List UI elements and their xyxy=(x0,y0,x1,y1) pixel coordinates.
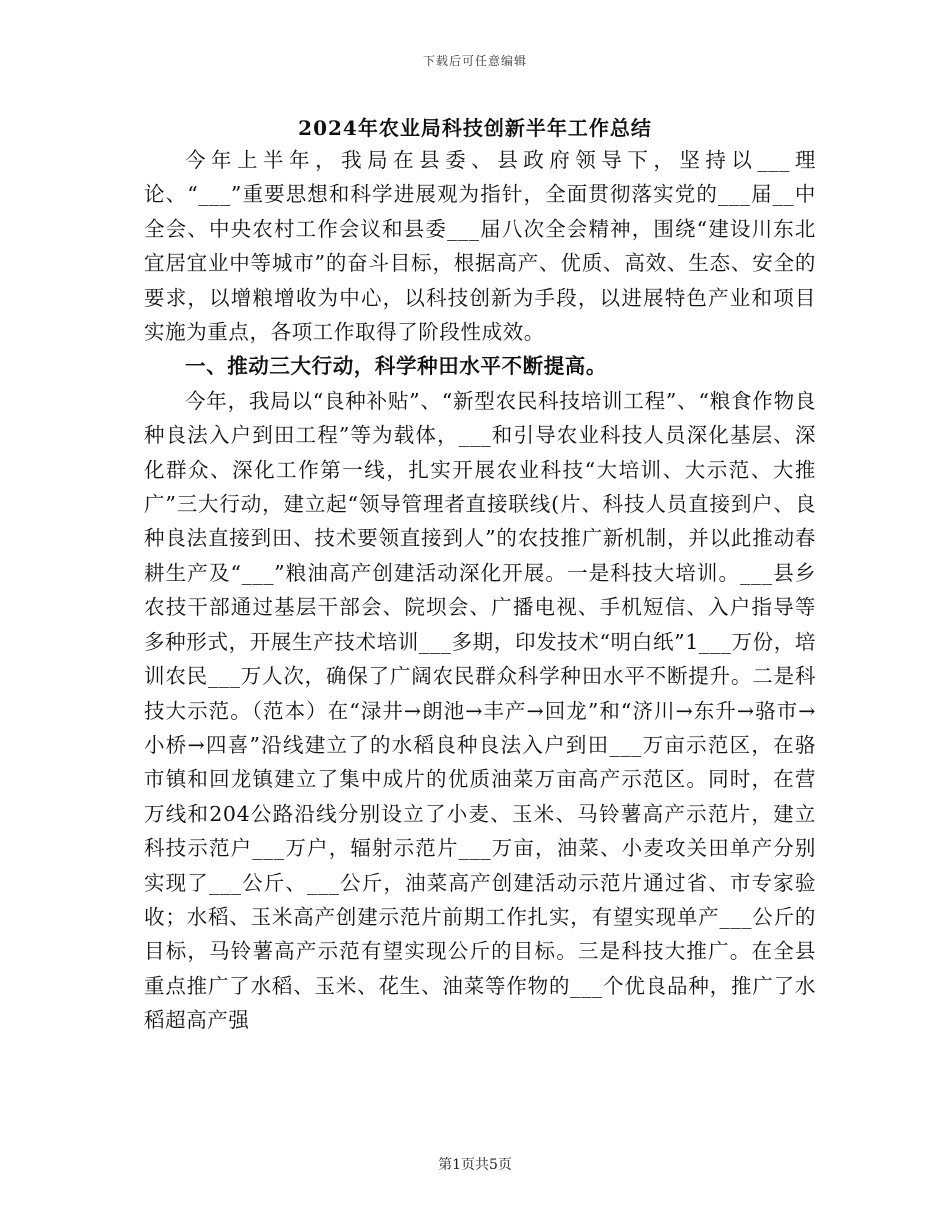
document-body xyxy=(144,143,816,1038)
page-footer: 第1页共5页 xyxy=(438,1157,512,1173)
document-title: 2024年农业局科技创新半年工作总结 xyxy=(298,116,652,140)
header-note: 下载后可任意编辑 xyxy=(422,54,527,68)
section-heading: 一、推动三大行动，科学种田水平不断提高。 xyxy=(185,354,607,379)
intro-paragraph: 今年上半年，我局在县委、县政府领导下，坚持以___理论、“___”重要思想和科学进展观为指针，全面贯彻落实党的___届__中全会、中央农村工作会议和县委___届八次全会精神，围绕“建设川东北宜居宜业中等城市”的奋斗目标，根据高产、优质、高效、生态、安全的要求，以增粮增收为中心，以科技创新为手段，以进展特色产业和项目实施为重点，各项工作取得了阶段性成效。 xyxy=(144,148,816,345)
body-paragraph: 今年，我局以“良种补贴”、“新型农民科技培训工程”、“粮食作物良种良法入户到田工程”等为载体，___和引导农业科技人员深化基层、深化群众、深化工作第一线，扎实开展农业科技“大培训、大示范、大推广”三大行动，建立起“领导管理者直接联线(片、科技人员直接到户、良种良法直接到田、技术要领直接到人”的农技推广新机制，并以此推动春耕生产及“___”粮油高产创建活动深化开展。一是科技大培训。___县乡农技干部通过基层干部会、院坝会、广播电视、手机短信、入户指导等多种形式，开展生产技术培训___多期，印发技术“明白纸”1___万份，培训农民___万人次，确保了广阔农民群众科学种田水平不断提升。二是科技大示范。（范本）在“渌井→朗池→丰产→回龙”和“济川→东升→骆市→小桥→四喜”沿线建立了的水稻良种良法入户到田___万亩示范区，在骆市镇和回龙镇建立了集中成片的优质油菜万亩高产示范区。同时，在营万线和204公路沿线分别设立了小麦、玉米、马铃薯高产示范片，建立科技示范户___万户，辐射示范片___万亩，油菜、小麦攻关田单产分别实现了___公斤、___公斤，油菜高产创建活动示范片通过省、市专家验收；水稻、玉米高产创建示范片前期工作扎实，有望实现单产___公斤的目标，马铃薯高产示范有望实现公斤的目标。三是科技大推广。在全县重点推广了水稻、玉米、花生、油菜等作物的___个优良品种，推广了水稻超高产强 xyxy=(144,388,816,1033)
